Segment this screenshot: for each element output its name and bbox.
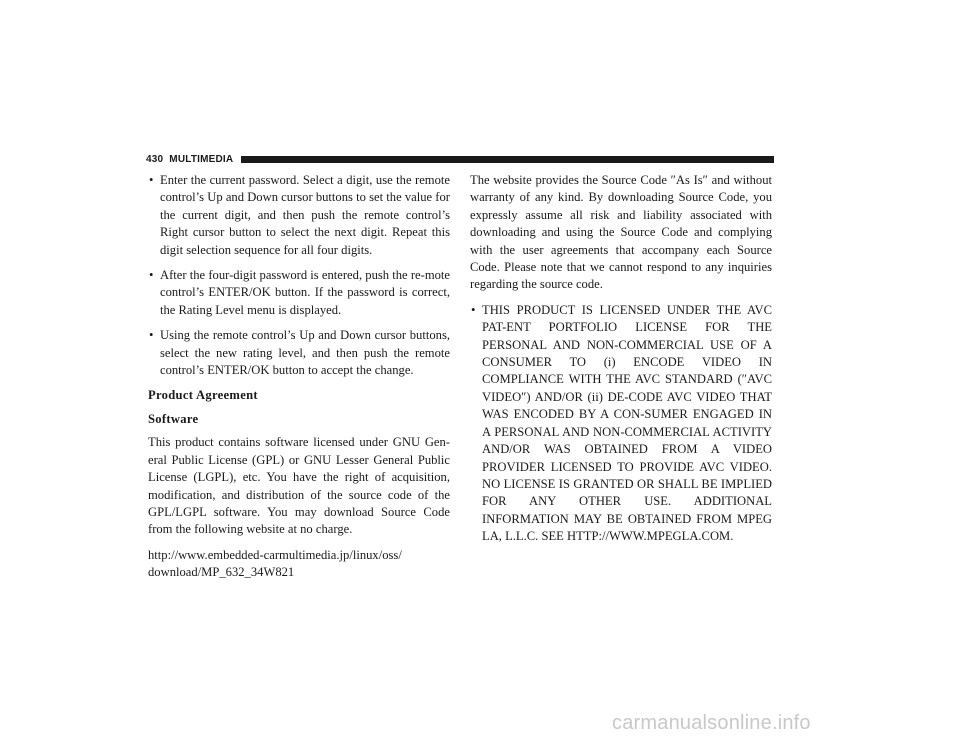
- url-line-2: download/MP_632_34W821: [148, 565, 295, 580]
- bullet-item: [148, 267, 450, 319]
- bullet-item: [148, 172, 450, 259]
- right-column: [470, 172, 772, 554]
- url-line-1: http://www.embedded-carmultimedia.jp/linux/oss/: [148, 547, 402, 562]
- avc-license-text: THIS PRODUCT IS LICENSED UNDER THE AVC PAT-ENT PORTFOLIO LICENSE FOR THE PERSONAL AND NON-COMMERCIAL USE OF A CONSUMER TO (i) ENCODE VIDEO IN COMPLIANCE WITH THE AVC STANDARD (″AVC VIDEO″) AND/OR (ii) DE-CODE AVC VIDEO THAT WAS ENCODED BY A CON-SUMER ENGAGED IN A PERSONAL AND NON-COMMERCIAL ACTIVITY AND/OR WAS OBTAINED FROM A VIDEO PROVIDER LICENSED TO PROVIDE AVC VIDEO. NO LICENSE IS GRANTED OR SHALL BE IMPLIED FOR ANY OTHER USE. ADDITIONAL INFORMATION MAY BE OBTAINED FROM MPEG LA, L.L.C. SEE HTTP://WWW.MPEGLA.COM.: [482, 302, 772, 544]
- heading-software: Software: [148, 411, 199, 426]
- bullet-text: Using the remote control’s Up and Down cursor buttons, select the new rating level, and then push the remote control’s ENTER/OK button to accept the change.: [160, 328, 450, 378]
- left-column: [148, 172, 450, 582]
- section-title: MULTIMEDIA: [169, 153, 234, 165]
- bullet-text: After the four-digit password is entered, push the re-mote control’s ENTER/OK button. If the password is correct, the Rating Level menu is displayed.: [160, 268, 450, 317]
- page-number: 430: [146, 153, 164, 165]
- page-header: [146, 152, 774, 166]
- bullet-item: [470, 302, 772, 546]
- watermark: carmanualsonline.info: [612, 712, 811, 734]
- bullet-text: Enter the current password. Select a digit, use the remote control’s Up and Down cursor buttons to set the value for the current digit, and then push the remote control’s Right cursor button to select the next digit. Repeat this digit selection sequence for all four digits.: [160, 173, 450, 257]
- heading-product-agreement: Product Agreement: [148, 388, 258, 403]
- source-code-url: [148, 547, 450, 582]
- bullet-item: [148, 327, 450, 379]
- bullet-icon: •: [149, 173, 154, 187]
- bullet-icon: •: [149, 328, 154, 343]
- bullet-icon: •: [149, 268, 154, 283]
- bullet-icon: •: [471, 302, 476, 317]
- software-paragraph: This product contains software licensed under GNU Gen-eral Public License (GPL) or GNU Lesser General Public License (LGPL), etc. You have the right of acquisition, modification, and distribution of the source code of the GPL/LGPL software. You may download Source Code from the following website at no charge.: [148, 435, 450, 537]
- header-rule: [241, 156, 774, 163]
- disclaimer-paragraph: The website provides the Source Code ″As Is″ and without warranty of any kind. By downloading Source Code, you expressly assume all risk and liability associated with downloading and using the Source Code and complying with the user agreements that accompany each Source Code. Please note that we cannot respond to any inquiries regarding the source code.: [470, 173, 772, 292]
